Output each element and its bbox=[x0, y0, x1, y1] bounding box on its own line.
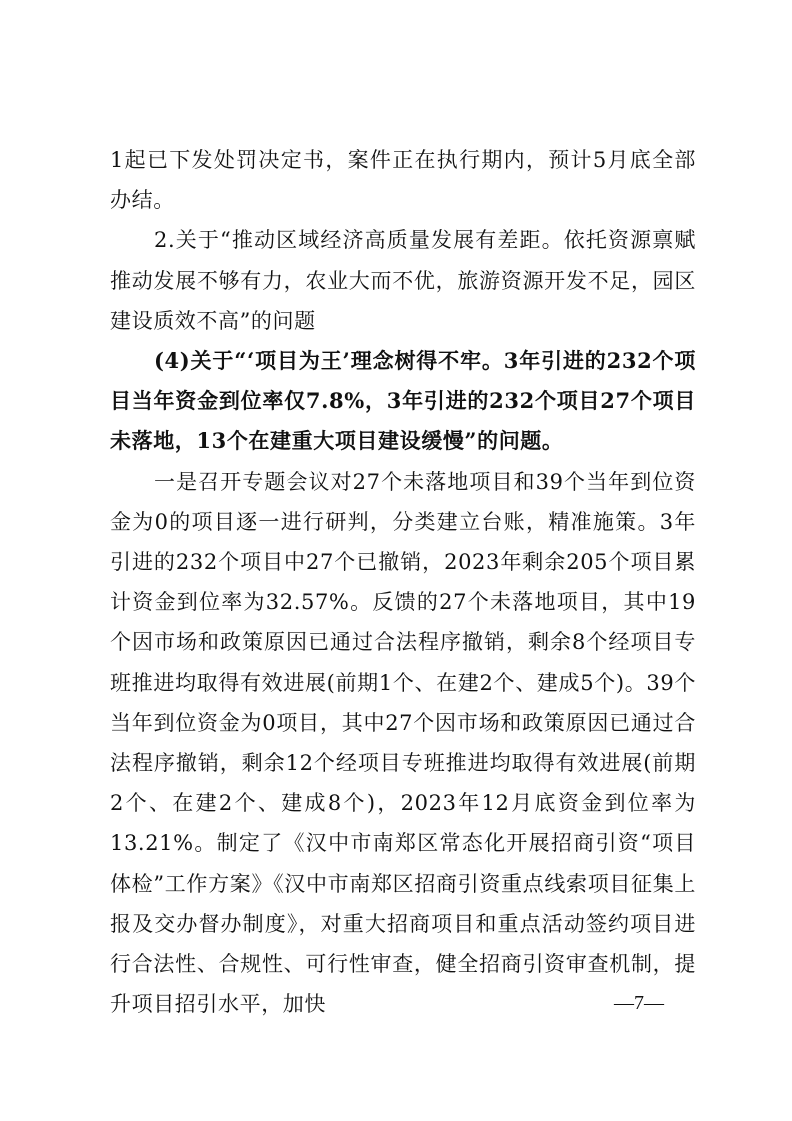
paragraph-3-heading: (4)关于“‘项目为王’理念树得不牢。3年引进的232个项目当年资金到位率仅7.8%，3年引进的232个项目27个项目未落地，13个在建重大项目建设缓慢”的问题。 bbox=[110, 348, 696, 454]
paragraph-1: 1起已下发处罚决定书，案件正在执行期内，预计5月底全部办结。 bbox=[110, 148, 696, 213]
paragraph-2: 2.关于“推动区域经济高质量发展有差距。依托资源禀赋推动发展不够有力，农业大而不优，旅游资源开发不足，园区建设质效不高”的问题 bbox=[110, 228, 696, 333]
page-number: —7— bbox=[614, 992, 664, 1014]
paragraph-4: 一是召开专题会议对27个未落地项目和39个当年到位资金为0的项目逐一进行研判，分类建立台账，精准施策。3年引进的232个项目中27个已撤销，2023年剩余205个项目累计资金到位率为32.57%。反馈的27个未落地项目，其中19个因市场和政策原因已通过合法程序撤销，剩余8个经项目专班推进均取得有效进展(前期1个、在建2个、建成5个)。39个当年到位资金为0项目，其中27个因市场和政策原因已通过合法程序撤销，剩余12个经项目专班推进均取得有效进展(前期2个、在建2个、建成8个)，2023年12月底资金到位率为13.21%。制定了《汉中市南郑区常态化开展招商引资“项目体检”工作方案》《汉中市南郑区招商引资重点线索项目征集上报及交办督办制度》，对重大招商项目和重点活动签约项目进行合法性、合规性、可行性审查，健全招商引资审查机制，提升项目招引水平，加快 bbox=[110, 469, 696, 1017]
body-text bbox=[110, 140, 696, 1024]
